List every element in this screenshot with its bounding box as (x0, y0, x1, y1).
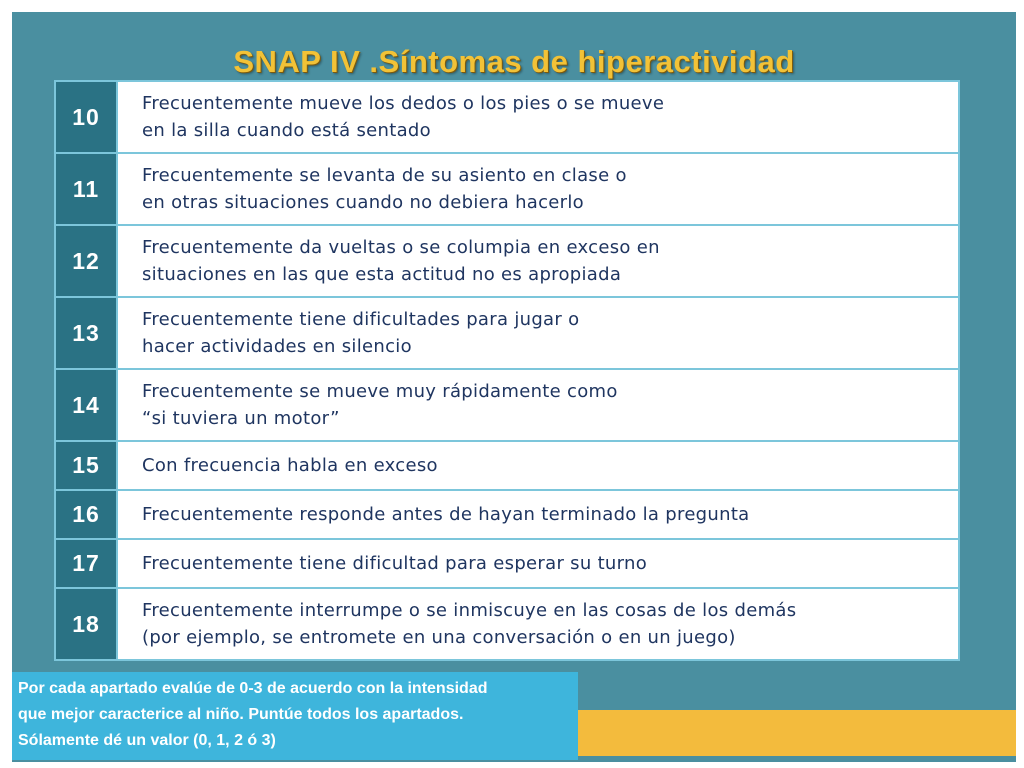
item-text-line: (por ejemplo, se entromete en una conversación o en un juego) (142, 627, 736, 648)
item-number: 10 (56, 82, 116, 152)
item-number: 17 (56, 540, 116, 587)
table-row (56, 370, 958, 440)
item-number: 12 (56, 226, 116, 296)
item-text-line: en la silla cuando está sentado (142, 120, 431, 141)
table-row (56, 442, 958, 489)
item-text (118, 298, 958, 368)
item-text: Frecuentemente tiene dificultad para esperar su turno (118, 540, 958, 587)
table-row (56, 154, 958, 224)
table-row (56, 491, 958, 538)
item-number: 14 (56, 370, 116, 440)
item-text-line: Frecuentemente da vueltas o se columpia en exceso en (142, 237, 660, 258)
item-number: 13 (56, 298, 116, 368)
slide-title: SNAP IV .Síntomas de hiperactividad (233, 44, 795, 79)
item-text-line: Frecuentemente interrumpe o se inmiscuye en las cosas de los demás (142, 600, 797, 621)
instructions-line: que mejor caracterice al niño. Puntúe todos los apartados. (18, 706, 464, 723)
table-row (56, 298, 958, 368)
instructions-line: Por cada apartado evalúe de 0-3 de acuerdo con la intensidad (18, 680, 488, 697)
item-number: 15 (56, 442, 116, 489)
item-text-line: Frecuentemente tiene dificultades para jugar o (142, 309, 580, 330)
table-row (56, 82, 958, 152)
item-number: 18 (56, 589, 116, 659)
table-row (56, 226, 958, 296)
table-row (56, 589, 958, 659)
item-text-line: Frecuentemente se levanta de su asiento en clase o (142, 165, 627, 186)
item-text-line: hacer actividades en silencio (142, 336, 412, 357)
slide (12, 12, 1016, 762)
item-number: 11 (56, 154, 116, 224)
instructions-box (12, 672, 578, 760)
item-text-line: “si tuviera un motor” (142, 408, 340, 429)
table-row (56, 540, 958, 587)
item-number: 16 (56, 491, 116, 538)
instructions-line: Sólamente dé un valor (0, 1, 2 ó 3) (18, 732, 276, 749)
item-text-line: situaciones en las que esta actitud no es apropiada (142, 264, 622, 285)
item-text-line: Frecuentemente se mueve muy rápidamente como (142, 381, 618, 402)
item-text: Con frecuencia habla en exceso (118, 442, 958, 489)
item-text (118, 154, 958, 224)
item-text: Frecuentemente responde antes de hayan terminado la pregunta (118, 491, 958, 538)
item-text (118, 370, 958, 440)
item-text-line: Frecuentemente mueve los dedos o los pies o se mueve (142, 93, 665, 114)
accent-bar (578, 710, 1016, 756)
item-text-line: en otras situaciones cuando no debiera hacerlo (142, 192, 584, 213)
item-text (118, 226, 958, 296)
item-text (118, 589, 958, 659)
item-text (118, 82, 958, 152)
symptom-table (54, 80, 960, 661)
